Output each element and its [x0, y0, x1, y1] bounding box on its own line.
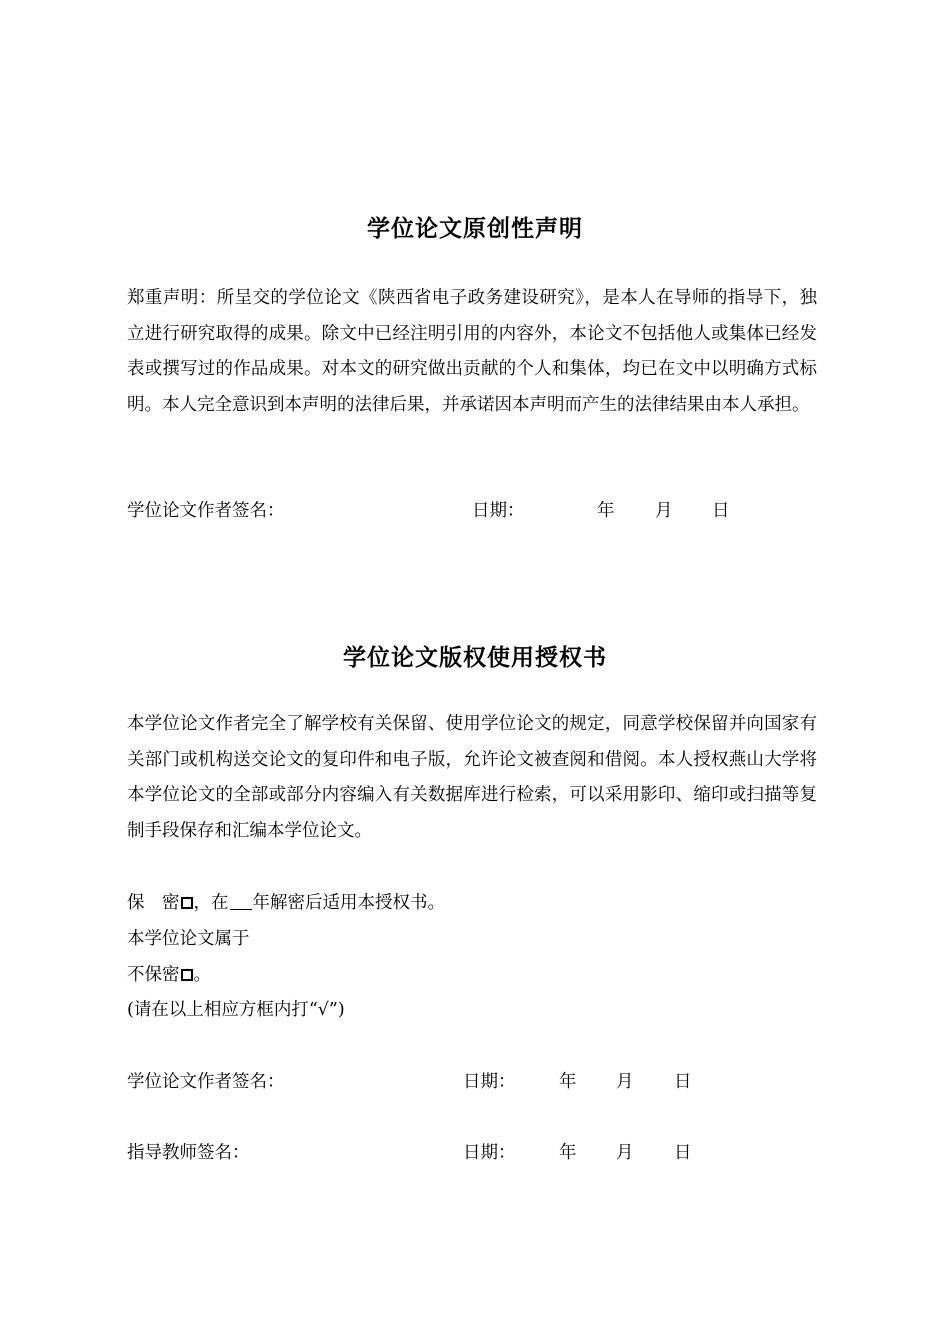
originality-date-label: 日期： — [472, 501, 525, 521]
author-year: 年 — [559, 1072, 577, 1092]
originality-body: 郑重声明：所呈交的学位论文《陕西省电子政务建设研究》，是本人在导师的指导下，独立进行研究取得的成果。除文中已经注明引用的内容外，本论文不包括他人或集体已经发表或撰写过的作品成果。对本文的研究做出贡献的个人和集体，均已在文中以明确方式标明。本人完全意识到本声明的法律后果，并承诺因本声明而产生的法律结果由本人承担。 — [127, 288, 817, 415]
not-secret-checkbox[interactable] — [181, 969, 193, 981]
originality-year: 年 — [597, 501, 615, 521]
not-secret-option-line — [127, 963, 211, 987]
decrypt-years-blank[interactable] — [230, 895, 252, 910]
author-day: 日 — [674, 1072, 692, 1092]
originality-signature-label: 学位论文作者签名： — [127, 501, 285, 521]
not-secret-end: 。 — [193, 965, 211, 985]
advisor-year: 年 — [559, 1143, 577, 1163]
secret-checkbox[interactable] — [181, 897, 193, 909]
not-secret-label: 不保密 — [127, 965, 180, 985]
originality-day: 日 — [712, 501, 730, 521]
originality-title: 学位论文原创性声明 — [367, 216, 583, 242]
advisor-day: 日 — [674, 1143, 692, 1163]
authorization-body: 本学位论文作者完全了解学校有关保留、使用学位论文的规定，同意学校保留并向国家有关部门或机构送交论文的复印件和电子版，允许论文被查阅和借阅。本人授权燕山大学将本学位论文的全部或部分内容编入有关数据库进行检索，可以采用影印、缩印或扫描等复制手段保存和汇编本学位论文。 — [127, 714, 817, 841]
secret-option-line — [127, 891, 445, 915]
secret-suffix-text: 年解密后适用本授权书。 — [252, 893, 445, 913]
author-signature-label: 学位论文作者签名： — [127, 1072, 285, 1092]
secret-mid-text: ，在 — [193, 893, 229, 913]
advisor-month: 月 — [616, 1143, 634, 1163]
secret-label: 保 密 — [127, 893, 180, 913]
checkbox-instruction: (请在以上相应方框内打“√”) — [127, 1000, 345, 1020]
belongs-to-text: 本学位论文属于 — [127, 929, 250, 949]
author-month: 月 — [616, 1072, 634, 1092]
advisor-signature-label: 指导教师签名： — [127, 1143, 250, 1163]
advisor-date-label: 日期： — [463, 1143, 516, 1163]
authorization-title: 学位论文版权使用授权书 — [343, 645, 607, 671]
author-date-label: 日期： — [463, 1072, 516, 1092]
originality-month: 月 — [655, 501, 673, 521]
